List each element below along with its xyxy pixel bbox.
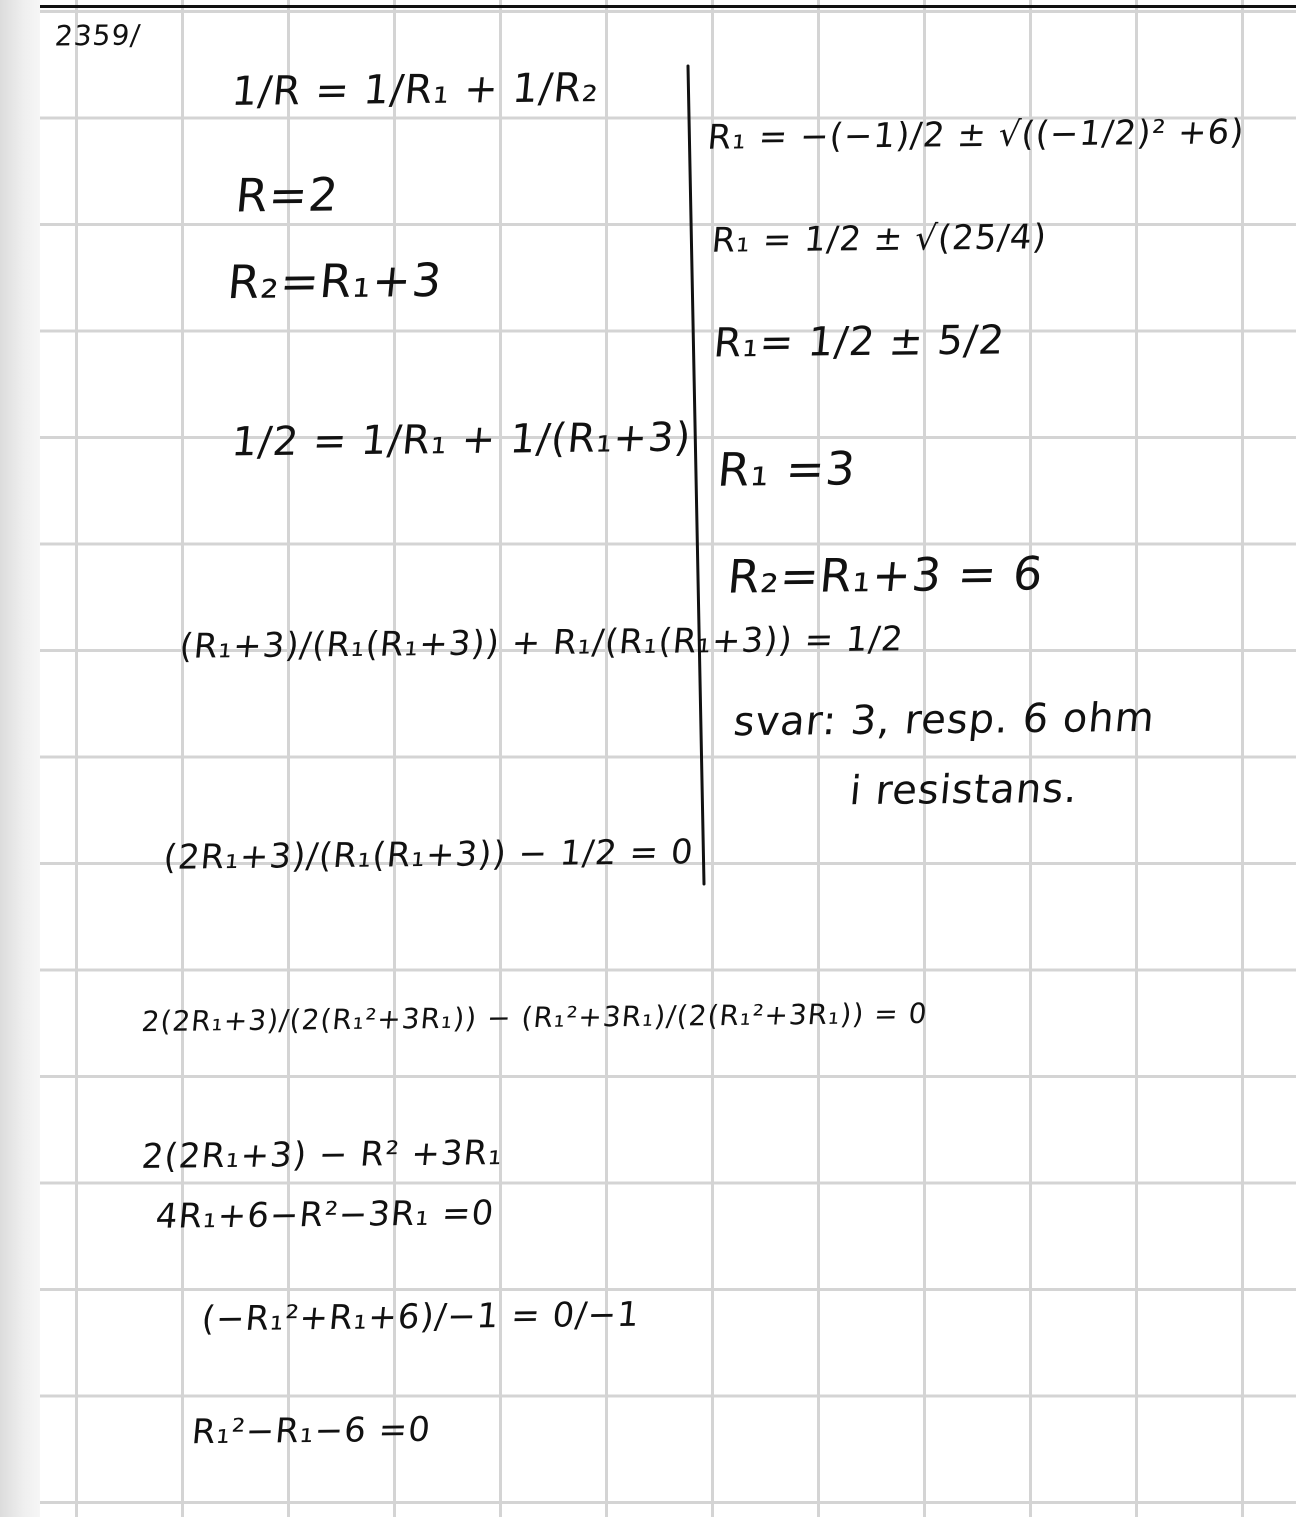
eq-pq-root: R₁= 1/2 ± 5/2 [711, 317, 1008, 367]
eq-combined-fraction: (2R₁+3)/(R₁(R₁+3)) − 1/2 = 0 [161, 832, 696, 878]
eq-substituted: 1/2 = 1/R₁ + 1/(R₁+3) [229, 414, 694, 466]
eq-r2-definition: R₂=R₁+3 [225, 252, 445, 310]
eq-expanded-fraction: 2(2R₁+3)/(2(R₁²+3R₁)) − (R₁²+3R₁)/(2(R₁²+3R₁)) = 0 [140, 996, 930, 1039]
eq-common-denominator: (R₁+3)/(R₁(R₁+3)) + R₁/(R₁(R₁+3)) = 1/2 [177, 619, 906, 667]
answer-line-1: svar: 3, resp. 6 ohm [731, 694, 1158, 746]
eq-r1-result: R₁ =3 [715, 441, 859, 497]
page-left-margin [0, 0, 40, 1517]
eq-quadratic: R₁²−R₁−6 =0 [189, 1409, 433, 1453]
eq-r2-result: R₂=R₁+3 = 6 [725, 546, 1046, 604]
eq-divided-by-minus-one: (−R₁²+R₁+6)/−1 = 0/−1 [199, 1294, 642, 1340]
problem-number: 2359/ [53, 18, 143, 53]
eq-parallel-formula: 1/R = 1/R₁ + 1/R₂ [229, 65, 602, 115]
eq-numerator: 2(2R₁+3) − R² +3R₁ [139, 1133, 505, 1177]
eq-distributed: 4R₁+6−R²−3R₁ =0 [153, 1193, 497, 1237]
answer-line-2: i resistans. [847, 765, 1081, 815]
eq-total-resistance: R=2 [233, 167, 342, 223]
top-rule-line [40, 5, 1296, 8]
eq-pq-formula: R₁ = −(−1)/2 ± √((−1/2)² +6) [705, 112, 1247, 158]
eq-pq-simplified: R₁ = 1/2 ± √(25/4) [709, 217, 1049, 261]
